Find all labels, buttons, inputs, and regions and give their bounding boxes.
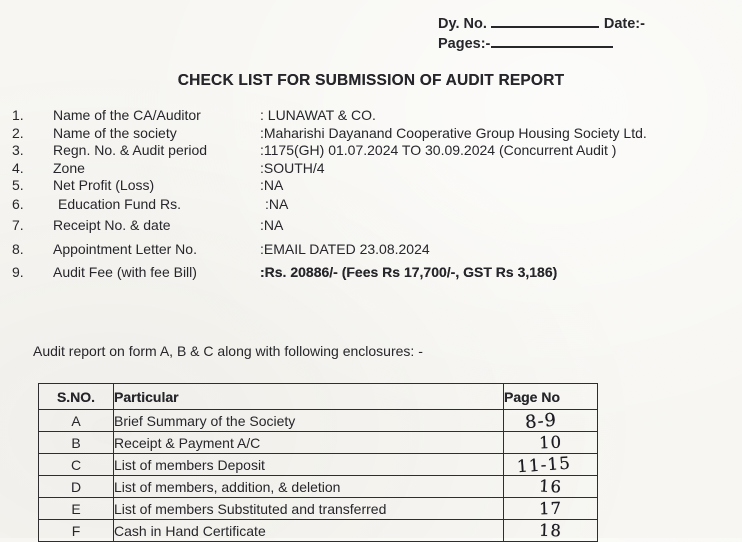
handwritten-page-number: 16 (538, 476, 563, 497)
table-cell-particular: List of members, addition, & deletion (114, 476, 504, 498)
handwritten-page-number: 8-9 (523, 409, 558, 434)
table-cell-page (504, 432, 598, 454)
checklist-item-number: 4. (12, 159, 24, 176)
checklist-item (12, 125, 742, 143)
checklist-item-value: : LUNAWAT & CO. (260, 107, 376, 123)
checklist-item-number: 9. (12, 264, 24, 280)
document-title: CHECK LIST FOR SUBMISSION OF AUDIT REPORT (177, 72, 565, 89)
checklist-item-value: :NA (265, 195, 289, 212)
table-cell-page (504, 498, 598, 520)
table-header-pageno: Page No (504, 384, 598, 410)
table-cell-page (504, 454, 598, 476)
checklist-item (12, 241, 742, 259)
checklist-item-value: :NA (260, 217, 284, 233)
table-row (39, 432, 598, 454)
checklist-item-label: Appointment Letter No. (53, 240, 197, 257)
checklist-item-number: 1. (12, 107, 24, 123)
table-cell-page (504, 520, 598, 542)
table-cell-particular: List of members Deposit (114, 454, 504, 476)
checklist-item-value: :EMAIL DATED 23.08.2024 (260, 240, 430, 257)
checklist-item-label: Name of the society (53, 124, 177, 141)
table-cell-sno: A (39, 410, 114, 432)
table-cell-page (504, 410, 598, 432)
checklist-item (12, 196, 742, 214)
table-cell-particular: Cash in Hand Certificate (114, 520, 504, 542)
checklist-item (12, 142, 742, 160)
checklist-item-label: Name of the CA/Auditor (53, 107, 201, 123)
checklist-item-number: 5. (12, 177, 24, 193)
table-header-sno: S.NO. (39, 384, 114, 410)
checklist-item-label: Zone (53, 159, 85, 176)
table-cell-page (504, 476, 598, 498)
table-cell-sno: E (39, 498, 114, 520)
checklist-item-label: Audit Fee (with fee Bill) (53, 264, 197, 280)
dy-no-block (438, 14, 645, 54)
table-row (39, 520, 598, 542)
pages-label: Pages:- (438, 36, 491, 52)
checklist-item-label: Education Fund Rs. (58, 195, 181, 212)
checklist-item-number: 6. (12, 195, 24, 212)
handwritten-page-number: 17 (538, 498, 563, 519)
pages-line (438, 34, 645, 54)
handwritten-page-number: 11-15 (516, 453, 573, 477)
checklist-item-value: :1175(GH) 01.07.2024 TO 30.09.2024 (Concurrent Audit ) (260, 142, 617, 158)
table-cell-particular: List of members Substituted and transferred (114, 498, 504, 520)
enclosures-intro: Audit report on form A, B & C along with following enclosures: - (33, 343, 423, 359)
checklist-item-label: Receipt No. & date (53, 217, 171, 233)
table-cell-sno: D (39, 476, 114, 498)
table-row (39, 454, 598, 476)
dy-no-line (438, 14, 645, 34)
table-header-particular: Particular (114, 384, 504, 410)
date-label: Date:- (603, 16, 645, 32)
checklist-item-label: Net Profit (Loss) (53, 177, 155, 193)
table-cell-sno: B (39, 432, 114, 454)
checklist-item-value: :Maharishi Dayanand Cooperative Group Housing Society Ltd. (260, 124, 647, 141)
checklist-item (12, 160, 742, 178)
checklist-item-number: 8. (12, 240, 24, 257)
dy-no-label: Dy. No. (438, 16, 487, 32)
table-cell-sno: F (39, 520, 114, 542)
table-cell-sno: C (39, 454, 114, 476)
checklist-item-value: :Rs. 20886/- (Fees Rs 17,700/-, GST Rs 3,186) (260, 264, 558, 280)
checklist-item-value: :SOUTH/4 (260, 159, 325, 176)
enclosures-table-body (39, 410, 598, 542)
checklist-item-number: 2. (12, 124, 24, 141)
table-cell-particular: Receipt & Payment A/C (114, 432, 504, 454)
checklist-item (12, 264, 742, 282)
checklist (12, 107, 742, 282)
checklist-item-number: 3. (12, 142, 24, 158)
table-row (39, 498, 598, 520)
table-row (39, 476, 598, 498)
table-cell-particular: Brief Summary of the Society (114, 410, 504, 432)
checklist-item (12, 107, 742, 125)
checklist-item-number: 7. (12, 217, 24, 233)
checklist-item (12, 217, 742, 235)
checklist-item-value: :NA (260, 177, 284, 193)
handwritten-page-number: 10 (538, 432, 563, 453)
handwritten-page-number: 18 (538, 520, 563, 541)
table-header-row (39, 384, 598, 410)
pages-blank-line (491, 34, 613, 48)
enclosures-table (38, 383, 598, 542)
checklist-item (12, 177, 742, 195)
dy-no-blank-line (491, 14, 599, 28)
table-row (39, 410, 598, 432)
checklist-item-label: Regn. No. & Audit period (53, 142, 208, 158)
